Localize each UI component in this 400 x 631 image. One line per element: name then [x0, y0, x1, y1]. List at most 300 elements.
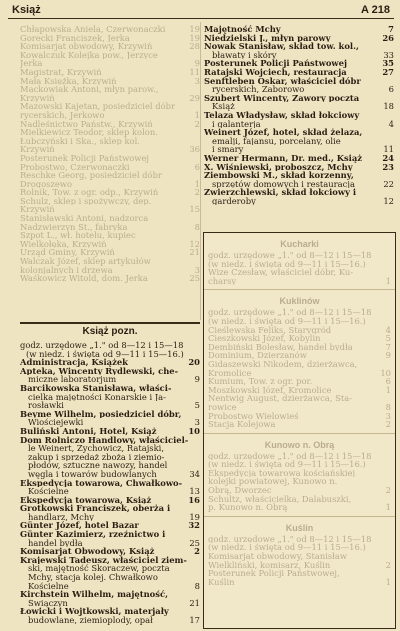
- entry-phone-number: 11: [189, 67, 200, 77]
- directory-entry: [20, 257, 200, 266]
- entry-phone-number: 8: [385, 402, 391, 412]
- entry-phone-number: 3: [194, 76, 200, 86]
- entry-text: (w niedz. i święta od 9—11 i 15—16.): [208, 316, 366, 326]
- entry-text: Rolnik, Tow. z ogr. odp., Krzywiń: [20, 188, 159, 197]
- entry-phone-number: 25: [189, 274, 200, 283]
- directory-entry: [208, 503, 391, 512]
- entry-phone-number: 1: [194, 110, 200, 120]
- directory-entry: [204, 137, 394, 146]
- entry-phone-number: 5: [385, 334, 391, 343]
- directory-entry: [204, 120, 394, 129]
- entry-text: Kirchstein Wilhelm, majętność,: [20, 590, 168, 599]
- entry-text: zakup i sprzedaż zboża i ziemio-: [28, 452, 165, 462]
- section-title-kuslin: Kuślin: [285, 522, 314, 533]
- entry-text: Mielkiewicz Teodor, sklep kolon.: [20, 128, 158, 137]
- entry-text: i smary: [212, 145, 244, 154]
- entry-text: Mazowski Kajetan, posiedziciel dóbr: [20, 102, 176, 111]
- entry-phone-number: 4: [388, 119, 394, 129]
- entry-text: Stacja Kolejowa: [208, 420, 276, 429]
- directory-entry: [208, 543, 391, 552]
- directory-entry: [20, 77, 200, 86]
- directory-entry: [208, 377, 391, 386]
- entry-text: godz. urzędowe „1." od 8—12 i 15—18: [208, 534, 372, 544]
- entry-text: Werner Hermann, Dr. med., Książ: [204, 153, 363, 163]
- directory-entry: [20, 384, 200, 393]
- directory-entry: [20, 444, 200, 453]
- top-right-column: [204, 25, 394, 205]
- directory-entry: [208, 334, 391, 343]
- directory-entry: [208, 469, 391, 478]
- directory-entry: [20, 530, 200, 539]
- entry-text: Książ: [212, 102, 235, 111]
- entry-text: Ekspedycja towarowa, Chwałkowo-: [20, 478, 183, 488]
- directory-entry: [20, 513, 200, 522]
- entry-phone-number: 16: [188, 495, 200, 505]
- entry-text: Schultz, właścicielka, Dalabuszki,: [208, 494, 352, 504]
- entry-phone-number: 8: [194, 222, 200, 232]
- directory-entry: [204, 163, 394, 172]
- entry-phone-number: 29: [189, 93, 200, 103]
- right-box: [203, 232, 396, 629]
- directory-entry: [20, 573, 200, 582]
- directory-entry: [208, 460, 391, 469]
- directory-entry: [20, 85, 200, 94]
- directory-entry: [20, 180, 200, 189]
- directory-entry: [20, 42, 200, 51]
- section-divider: [204, 516, 395, 517]
- entry-text: Buliński Antoni, Hotel, Książ: [20, 426, 157, 436]
- directory-entry: [208, 403, 391, 412]
- section-rule: [20, 322, 200, 324]
- entry-text: le Weinert, Żychowicz, Ratajski,: [28, 444, 165, 453]
- directory-entry: [204, 154, 394, 163]
- entry-text: Barcikowska Stanisława, właści-: [20, 383, 172, 393]
- directory-entry: [208, 486, 391, 495]
- directory-entry: [20, 367, 200, 376]
- entry-phone-number: 21: [189, 598, 200, 608]
- entry-text: Telaza Władysław, skład łokciowy: [204, 110, 360, 120]
- directory-entry: [20, 128, 200, 137]
- entry-text: Reschke Georg, posiedziciel dóbr: [20, 171, 162, 180]
- entry-phone-number: 17: [189, 616, 200, 625]
- entry-text: Krzywiń: [20, 145, 55, 154]
- entry-text: Łowicki i Wojtkowski, materjały: [20, 607, 169, 616]
- directory-entry: [20, 599, 200, 608]
- entry-phone-number: 3: [194, 418, 200, 427]
- entry-phone-number: 15: [189, 205, 200, 215]
- directory-entry: [208, 317, 391, 326]
- directory-entry: [20, 393, 200, 402]
- entry-text: Weinert Józef, hotel, skład żelaza,: [204, 128, 363, 137]
- entry-phone-number: 10: [380, 368, 391, 378]
- directory-entry: [20, 556, 200, 565]
- directory-entry: [20, 197, 200, 206]
- entry-text: Świączyn: [28, 598, 68, 608]
- directory-entry: [208, 420, 391, 429]
- entry-phone-number: 25: [189, 538, 200, 548]
- directory-entry: [208, 452, 391, 461]
- directory-entry: [208, 277, 391, 286]
- entry-text: ski, majętność Skoraczew, poczta: [28, 564, 170, 574]
- entry-phone-number: 20: [188, 358, 200, 367]
- entry-text: Nadleśnictwo Państw., Krzywiń: [20, 119, 153, 129]
- directory-entry: [20, 418, 200, 427]
- directory-entry: [20, 68, 200, 77]
- entry-text: Waśkowicz Witold, dom. Jerka: [20, 274, 148, 283]
- entry-text: płodów, sztuczne nawozy, handel: [28, 461, 168, 470]
- entry-phone-number: 6: [194, 162, 200, 172]
- entry-phone-number: 3: [385, 411, 391, 421]
- entry-phone-number: 28: [189, 42, 200, 51]
- entry-text: Ratajski Wojciech, restauracja: [204, 67, 347, 77]
- entry-text: Mchy, stacja kolej. Chwałkowo: [28, 573, 158, 582]
- entry-text: Jerka: [20, 59, 43, 68]
- section-title-kunowo: Kunowo n. Obrą: [264, 439, 335, 450]
- entry-text: godz. urzędowe „1." od 8—12 i 15—18: [208, 451, 372, 461]
- entry-phone-number: 12: [383, 196, 394, 206]
- office-hours-line: (w niedz. i święta od 9—11 i 15—16.): [26, 349, 184, 359]
- entry-text: Dom Rolniczo Handlowy, właściciel-: [20, 435, 189, 445]
- entry-phone-number: 2: [194, 188, 200, 197]
- directory-entry: [20, 231, 200, 240]
- entry-phone-number: 2: [194, 119, 200, 129]
- entry-text: Komisarjat obwodowy, Krzywiń: [20, 42, 153, 51]
- entry-text: Cieszkowski Józef, Kobylin: [208, 334, 321, 343]
- entry-text: Gidaszewski Nikodem, dzierżawca,: [208, 359, 358, 369]
- entry-text: Urząd Gminy, Krzywiń: [20, 248, 115, 258]
- entry-phone-number: 8: [194, 581, 200, 591]
- entry-text: Grotkowski Franciszek, oberża i: [20, 504, 171, 513]
- entry-text: bławaty i skóry: [212, 50, 277, 60]
- entry-text: Kuślin: [208, 577, 235, 587]
- entry-text: garderoby: [212, 196, 256, 206]
- entry-phone-number: 13: [189, 487, 200, 496]
- directory-entry: [208, 495, 391, 504]
- entry-phone-number: 9: [194, 375, 200, 384]
- entry-text: Moszkowski Józef, Kromolice: [208, 385, 332, 395]
- entry-text: (w niedz. i święta od 9—11 i 15—16.): [208, 259, 366, 269]
- entry-text: emalji, fajansu, porcelany, olie: [212, 136, 341, 146]
- directory-entry: [208, 251, 391, 260]
- entry-text: Majętność Mchy: [204, 25, 281, 34]
- entry-phone-number: 23: [382, 162, 394, 172]
- entry-text: (w niedz. i święta od 9—11 i 15—16.): [208, 460, 366, 469]
- directory-entry: [20, 521, 200, 530]
- entry-phone-number: 1: [385, 503, 391, 512]
- directory-entry: [208, 561, 391, 570]
- entry-phone-number: 1: [385, 385, 391, 395]
- entry-phone-number: 27: [382, 67, 394, 77]
- entry-phone-number: 24: [382, 153, 394, 163]
- entry-text: Komisarjat obwodowy, Stanisław: [208, 552, 348, 561]
- entry-text: Posterunek Policji Państwowej: [204, 59, 347, 68]
- directory-entry: [20, 616, 200, 625]
- entry-phone-number: 35: [382, 59, 394, 68]
- directory-entry: [20, 163, 200, 172]
- directory-entry: [204, 42, 394, 51]
- directory-entry: [20, 240, 200, 249]
- entry-text: Nadzwierzyn St., fabryka: [20, 222, 128, 232]
- directory-entry: [20, 539, 200, 548]
- directory-entry: [20, 547, 200, 556]
- directory-entry: [208, 343, 391, 352]
- entry-text: charsy: [208, 276, 237, 286]
- entry-text: Beyme Wilhelm, posiedziciel dóbr,: [20, 409, 182, 419]
- directory-entry: [208, 535, 391, 544]
- directory-entry: [20, 436, 200, 445]
- entry-text: p. Kunowo n. Obrą: [208, 503, 288, 512]
- entry-text: Szubert Wincenty, Zawory poczta: [204, 93, 360, 103]
- entry-text: Nowak Stanisław, skład tow. kol.,: [204, 42, 359, 51]
- entry-text: Senftleben Oskar, właściciel dóbr: [204, 76, 361, 86]
- directory-entry: [20, 102, 200, 111]
- entry-text: rycerskich, Zaborowo: [212, 85, 305, 94]
- entry-text: X. Wiśniewski, proboszcz, Mchy: [204, 162, 353, 172]
- entry-phone-number: 26: [382, 33, 394, 43]
- section-title-kuklinow: Kuklinów: [279, 296, 320, 307]
- directory-entry: [20, 461, 200, 470]
- directory-entry: [20, 34, 200, 43]
- directory-entry: [20, 607, 200, 616]
- entry-text: Stanisławski Antoni, nadzorca: [20, 214, 149, 223]
- entry-text: Kościelne: [28, 581, 69, 591]
- entry-text: Kowalczuk Kolejka pow., Jerzyce: [20, 50, 158, 60]
- directory-entry: [204, 111, 394, 120]
- entry-phone-number: 21: [189, 248, 200, 258]
- entry-text: cielka majętności Konarskie i Ja-: [28, 392, 167, 402]
- entry-phone-number: 19: [189, 33, 200, 43]
- entry-text: Niedzielski J., młyn parowy: [204, 33, 331, 43]
- entry-phone-number: 10: [188, 426, 200, 436]
- entry-phone-number: 2: [385, 486, 391, 495]
- directory-entry: [204, 102, 394, 111]
- section-divider: [204, 289, 395, 290]
- entry-text: (w niedz. i święta od 9—11 i 15—16.): [208, 543, 366, 553]
- entry-text: Administracja, Książek: [20, 358, 128, 367]
- directory-entry: [20, 564, 200, 573]
- entry-text: sprzętów domowych i restauracja: [212, 179, 355, 189]
- entry-text: Drogoszewo: [20, 179, 73, 189]
- directory-entry: [20, 223, 200, 232]
- header-town: Książ: [12, 4, 41, 16]
- directory-entry: [208, 394, 391, 403]
- entry-text: Kumium, Tow. z ogr. por.: [208, 377, 313, 386]
- directory-entry: [208, 569, 391, 578]
- section-divider: [204, 433, 395, 434]
- entry-text: Posterunek Policji Państwowej,: [208, 569, 340, 578]
- entry-phone-number: 2: [385, 420, 391, 429]
- directory-entry: [204, 180, 394, 189]
- section-title-ksiaz-pozn: Książ pozn.: [82, 326, 138, 337]
- directory-entry: [20, 496, 200, 505]
- entry-text: kolejki powiatowej, Kunowo n.: [208, 477, 338, 487]
- entry-text: godz. urzędowe „1." od 8—12 i 15—18: [208, 251, 372, 260]
- entry-phone-number: 11: [383, 145, 394, 154]
- entry-text: Wielkołęka, Krzywiń: [20, 239, 107, 249]
- directory-entry: [20, 59, 200, 68]
- directory-entry: [20, 401, 200, 410]
- entry-text: Schulz, sklep i spożywczy, dep.: [20, 196, 152, 206]
- entry-text: i galanterja: [212, 119, 261, 129]
- kuklinow-section: [204, 308, 395, 428]
- directory-entry: [20, 266, 200, 275]
- entry-text: Ziembowski M., skład korzenny,: [204, 171, 354, 180]
- entry-phone-number: 22: [383, 179, 394, 189]
- entry-text: Komisarjat Obwodowy, Książ: [20, 547, 155, 556]
- entry-text: godz. urzędowe „1." od 8—12 i 15—18: [208, 308, 372, 317]
- entry-text: Mackowiak Antoni, młyn parow.,: [20, 85, 159, 94]
- directory-entry: [20, 120, 200, 129]
- directory-entry: [208, 268, 391, 277]
- directory-entry: [204, 85, 394, 94]
- directory-entry: [208, 412, 391, 421]
- ksiaz-pozn-entries: [20, 358, 200, 624]
- entry-text: węgla i towarów budowlanych: [28, 469, 157, 479]
- entry-phone-number: 33: [383, 50, 394, 60]
- entry-text: rowice: [208, 402, 237, 412]
- directory-entry: [204, 145, 394, 154]
- ksiaz-pozn-section: [20, 341, 200, 625]
- entry-text: Kromolice: [208, 368, 252, 378]
- directory-entry: [208, 351, 391, 360]
- entry-text: Günter Kazimierz, rzeźnictwo i: [20, 530, 166, 539]
- directory-entry: [208, 386, 391, 395]
- directory-entry: [208, 360, 391, 369]
- entry-phone-number: 6: [388, 85, 394, 94]
- entry-phone-number: 7: [388, 25, 394, 34]
- directory-entry: [208, 477, 391, 486]
- directory-entry: [204, 197, 394, 206]
- entry-phone-number: 18: [383, 102, 394, 111]
- top-left-column: [20, 25, 200, 283]
- entry-text: Günter Józef, hotel Bazar: [20, 521, 139, 531]
- directory-entry: [20, 504, 200, 513]
- directory-entry: [20, 582, 200, 591]
- entry-phone-number: 1: [385, 577, 391, 587]
- entry-text: kolonjalnych i drzewa: [20, 265, 113, 275]
- kucharki-section: [204, 251, 395, 285]
- directory-entry: [208, 578, 391, 587]
- entry-text: Chłapowska Aniela, Czerwonaczki: [20, 25, 166, 34]
- directory-entry: [208, 552, 391, 561]
- directory-entry: [20, 410, 200, 419]
- directory-entry: [20, 145, 200, 154]
- office-hours-line: godz. urzędowe „1." od 8—12 i 15—18: [20, 341, 184, 350]
- entry-phone-number: 2: [385, 560, 391, 570]
- entry-text: Ekspedycja towarowa kościańskiej: [208, 468, 356, 478]
- entry-text: Probostwo Wielowieś: [208, 411, 299, 421]
- directory-entry: [20, 25, 200, 34]
- directory-entry: [204, 68, 394, 77]
- entry-text: Ekspedycja towarowa, Książ: [20, 495, 152, 505]
- entry-text: Cieślewska Feliks, Starygród: [208, 325, 332, 335]
- kuslin-section: [204, 535, 395, 587]
- entry-text: Szpot L., wł. hotelu, kupiec: [20, 231, 136, 240]
- directory-entry: [204, 188, 394, 197]
- entry-phone-number: 5: [194, 401, 200, 410]
- directory-entry: [204, 77, 394, 86]
- entry-phone-number: 36: [189, 145, 200, 154]
- directory-entry: [204, 25, 394, 34]
- directory-entry: [208, 308, 391, 317]
- entry-text: budowlane, ziemioplody, opał: [28, 616, 153, 625]
- entry-text: Mała Księżka, Krzywiń: [20, 76, 117, 86]
- entry-phone-number: 1: [385, 276, 391, 286]
- kunowo-section: [204, 452, 395, 512]
- directory-entry: [204, 128, 394, 137]
- directory-entry: [20, 453, 200, 462]
- directory-entry: [20, 205, 200, 214]
- entry-phone-number: 4: [385, 325, 391, 335]
- directory-entry: [208, 326, 391, 335]
- entry-text: Posterunek Policji Państwowej: [20, 153, 150, 163]
- directory-entry: [20, 137, 200, 146]
- entry-text: Probostwo, Czerwonaczki: [20, 162, 130, 172]
- entry-phone-number: 7: [385, 342, 391, 352]
- directory-entry: [20, 479, 200, 488]
- directory-entry: [204, 51, 394, 60]
- entry-text: rosławki: [28, 401, 64, 410]
- entry-text: Krzywiń: [20, 93, 55, 103]
- directory-entry: [204, 59, 394, 68]
- entry-text: Wiościejewki: [28, 418, 84, 427]
- entry-phone-number: 3: [194, 265, 200, 275]
- entry-phone-number: 12: [189, 239, 200, 249]
- entry-text: Kościelne: [28, 487, 69, 496]
- entry-text: Gorecki Franciszek, Jerka: [20, 33, 130, 43]
- entry-text: Łubczyński i Ska., sklep kol.: [20, 136, 140, 146]
- entry-text: Apteka, Wincenty Rydlewski, che-: [20, 366, 179, 376]
- header-page-number: A 218: [361, 4, 390, 16]
- entry-text: handlarz, Mchy: [28, 512, 94, 522]
- entry-text: rycerskich, Jerkowo: [20, 110, 105, 120]
- page-header: [8, 4, 394, 19]
- entry-text: Krzywiń: [20, 205, 55, 215]
- entry-text: miczne laboratorjum: [28, 375, 117, 384]
- directory-entry: [20, 94, 200, 103]
- directory-entry: [20, 427, 200, 436]
- entry-text: Dominium, Dzierzanów: [208, 351, 307, 360]
- directory-entry: [20, 171, 200, 180]
- directory-entry: [204, 171, 394, 180]
- entry-text: Krajewski Tadeusz, właściciel ziem-: [20, 555, 187, 565]
- entry-phone-number: 34: [189, 469, 200, 479]
- entry-phone-number: 6: [385, 377, 391, 386]
- directory-entry: [20, 590, 200, 599]
- directory-entry: [20, 111, 200, 120]
- directory-entry: [20, 470, 200, 479]
- entry-phone-number: 32: [188, 521, 200, 531]
- entry-phone-number: 2: [194, 547, 200, 556]
- directory-entry: [208, 369, 391, 378]
- entry-text: Obrą, Dworzec: [208, 486, 272, 495]
- entry-text: Magistrat, Krzywiń: [20, 67, 102, 77]
- directory-entry: [20, 487, 200, 496]
- entry-text: Zwierzchlewski, skład łokciowy i: [204, 188, 357, 197]
- entry-text: Walczak Józef, sklep artykułów: [20, 257, 151, 266]
- directory-entry: [20, 214, 200, 223]
- directory-entry: [20, 274, 200, 283]
- entry-text: Wize Czesław, właściciel dóbr, Ku-: [208, 268, 354, 277]
- directory-entry: [204, 94, 394, 103]
- entry-phone-number: 9: [194, 59, 200, 68]
- directory-entry: [20, 51, 200, 60]
- entry-phone-number: 19: [189, 25, 200, 34]
- directory-entry: [20, 248, 200, 257]
- section-title-kucharki: Kucharki: [280, 239, 319, 249]
- entry-phone-number: 9: [385, 351, 391, 360]
- directory-entry: [20, 375, 200, 384]
